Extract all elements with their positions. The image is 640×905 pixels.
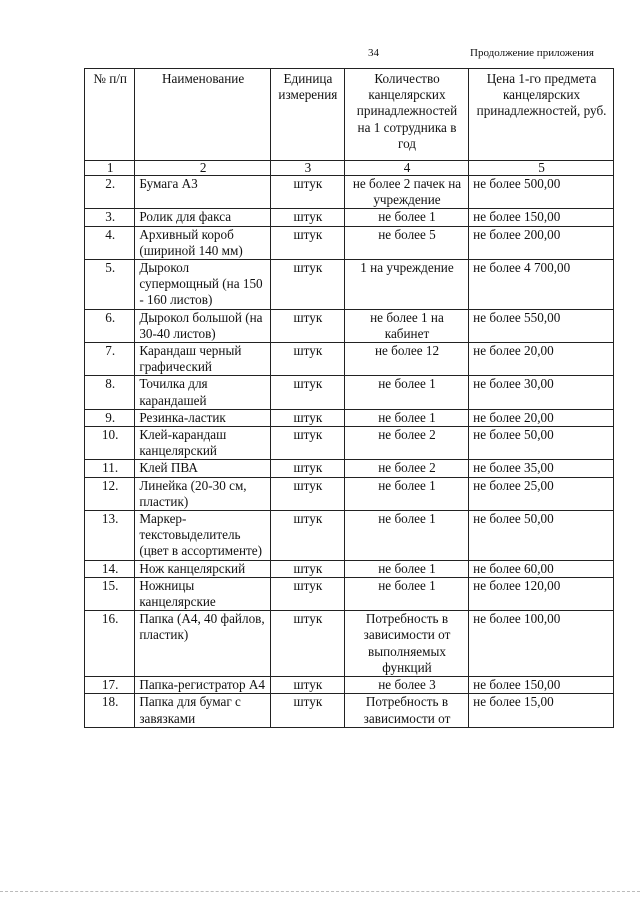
item-price: не более 200,00: [469, 226, 614, 259]
table-row: [85, 226, 614, 259]
item-price: не более 60,00: [469, 560, 614, 577]
item-name: Папка для бумаг с завязками: [135, 694, 271, 727]
row-number: 15.: [85, 577, 135, 610]
item-quantity: Потребность в зависимости от: [344, 694, 468, 727]
item-unit: штук: [270, 176, 344, 209]
item-price: не более 120,00: [469, 577, 614, 610]
item-unit: штук: [270, 577, 344, 610]
item-price: не более 4 700,00: [469, 260, 614, 310]
table-row: [85, 577, 614, 610]
item-name: Резинка-ластик: [135, 409, 271, 426]
item-price: не более 15,00: [469, 694, 614, 727]
item-price: не более 20,00: [469, 409, 614, 426]
row-number: 14.: [85, 560, 135, 577]
row-number: 11.: [85, 460, 135, 477]
row-number: 6.: [85, 309, 135, 342]
item-price: не более 50,00: [469, 427, 614, 460]
item-quantity: не более 1: [344, 409, 468, 426]
item-unit: штук: [270, 427, 344, 460]
row-number: 8.: [85, 376, 135, 409]
item-unit: штук: [270, 511, 344, 561]
table-row: [85, 176, 614, 209]
item-name: Ножницы канцелярские: [135, 577, 271, 610]
column-number: 5: [469, 161, 614, 176]
column-number-row: [85, 161, 614, 176]
row-number: 2.: [85, 176, 135, 209]
item-quantity: 1 на учреждение: [344, 260, 468, 310]
item-name: Дырокол супермощный (на 150 - 160 листов): [135, 260, 271, 310]
row-number: 10.: [85, 427, 135, 460]
item-unit: штук: [270, 694, 344, 727]
table-row: [85, 694, 614, 727]
item-name: Бумага А3: [135, 176, 271, 209]
item-unit: штук: [270, 209, 344, 226]
item-name: Клей ПВА: [135, 460, 271, 477]
page-caption: Продолжение приложения: [470, 47, 594, 59]
item-unit: штук: [270, 226, 344, 259]
table-row: [85, 343, 614, 376]
row-number: 5.: [85, 260, 135, 310]
item-quantity: не более 1: [344, 477, 468, 510]
table-row: [85, 677, 614, 694]
table-row: [85, 376, 614, 409]
item-unit: штук: [270, 611, 344, 677]
item-unit: штук: [270, 309, 344, 342]
table-row: [85, 260, 614, 310]
item-quantity: не более 2 пачек на учреждение: [344, 176, 468, 209]
row-number: 17.: [85, 677, 135, 694]
page-number: 34: [368, 47, 379, 59]
item-price: не более 20,00: [469, 343, 614, 376]
row-number: 13.: [85, 511, 135, 561]
row-number: 4.: [85, 226, 135, 259]
item-name: Дырокол большой (на 30-40 листов): [135, 309, 271, 342]
column-number: 3: [270, 161, 344, 176]
header-unit: Единица измерения: [270, 69, 344, 161]
item-quantity: не более 2: [344, 427, 468, 460]
item-price: не более 150,00: [469, 677, 614, 694]
item-name: Нож канцелярский: [135, 560, 271, 577]
item-price: не более 100,00: [469, 611, 614, 677]
item-price: не более 150,00: [469, 209, 614, 226]
table-header-row: [85, 69, 614, 161]
table-row: [85, 409, 614, 426]
header-qty: Количество канцелярских принадлежностей на 1 сотрудника в год: [344, 69, 468, 161]
page-bottom-edge: [0, 891, 640, 893]
row-number: 12.: [85, 477, 135, 510]
column-number: 2: [135, 161, 271, 176]
row-number: 18.: [85, 694, 135, 727]
item-unit: штук: [270, 260, 344, 310]
item-quantity: не более 1: [344, 209, 468, 226]
item-quantity: не более 1 на кабинет: [344, 309, 468, 342]
item-name: Ролик для факса: [135, 209, 271, 226]
item-name: Папка (А4, 40 файлов, пластик): [135, 611, 271, 677]
item-unit: штук: [270, 477, 344, 510]
item-name: Точилка для карандашей: [135, 376, 271, 409]
item-quantity: не более 12: [344, 343, 468, 376]
item-name: Архивный короб (шириной 140 мм): [135, 226, 271, 259]
row-number: 16.: [85, 611, 135, 677]
item-name: Карандаш черный графический: [135, 343, 271, 376]
item-quantity: не более 1: [344, 560, 468, 577]
item-quantity: не более 3: [344, 677, 468, 694]
item-quantity: не более 1: [344, 376, 468, 409]
item-price: не более 550,00: [469, 309, 614, 342]
table-body: [85, 176, 614, 728]
item-name: Маркер-текстовыделитель (цвет в ассортименте): [135, 511, 271, 561]
row-number: 9.: [85, 409, 135, 426]
table-row: [85, 560, 614, 577]
item-unit: штук: [270, 677, 344, 694]
column-number: 4: [344, 161, 468, 176]
table-row: [85, 477, 614, 510]
item-quantity: не более 1: [344, 511, 468, 561]
column-number: 1: [85, 161, 135, 176]
header-price: Цена 1-го предмета канцелярских принадлежностей, руб.: [469, 69, 614, 161]
item-price: не более 500,00: [469, 176, 614, 209]
item-price: не более 30,00: [469, 376, 614, 409]
item-price: не более 35,00: [469, 460, 614, 477]
item-unit: штук: [270, 560, 344, 577]
table-row: [85, 611, 614, 677]
row-number: 3.: [85, 209, 135, 226]
table-row: [85, 427, 614, 460]
item-name: Линейка (20-30 см, пластик): [135, 477, 271, 510]
item-unit: штук: [270, 409, 344, 426]
header-num: № п/п: [85, 69, 135, 161]
table-row: [85, 209, 614, 226]
item-name: Клей-карандаш канцелярский: [135, 427, 271, 460]
table-row: [85, 309, 614, 342]
item-name: Папка-регистратор А4: [135, 677, 271, 694]
item-quantity: не более 1: [344, 577, 468, 610]
item-price: не более 50,00: [469, 511, 614, 561]
item-unit: штук: [270, 343, 344, 376]
header-name: Наименование: [135, 69, 271, 161]
item-unit: штук: [270, 376, 344, 409]
item-unit: штук: [270, 460, 344, 477]
row-number: 7.: [85, 343, 135, 376]
item-quantity: Потребность в зависимости от выполняемых функций: [344, 611, 468, 677]
item-quantity: не более 2: [344, 460, 468, 477]
table-row: [85, 460, 614, 477]
table-row: [85, 511, 614, 561]
item-price: не более 25,00: [469, 477, 614, 510]
supplies-table: [84, 68, 614, 728]
item-quantity: не более 5: [344, 226, 468, 259]
